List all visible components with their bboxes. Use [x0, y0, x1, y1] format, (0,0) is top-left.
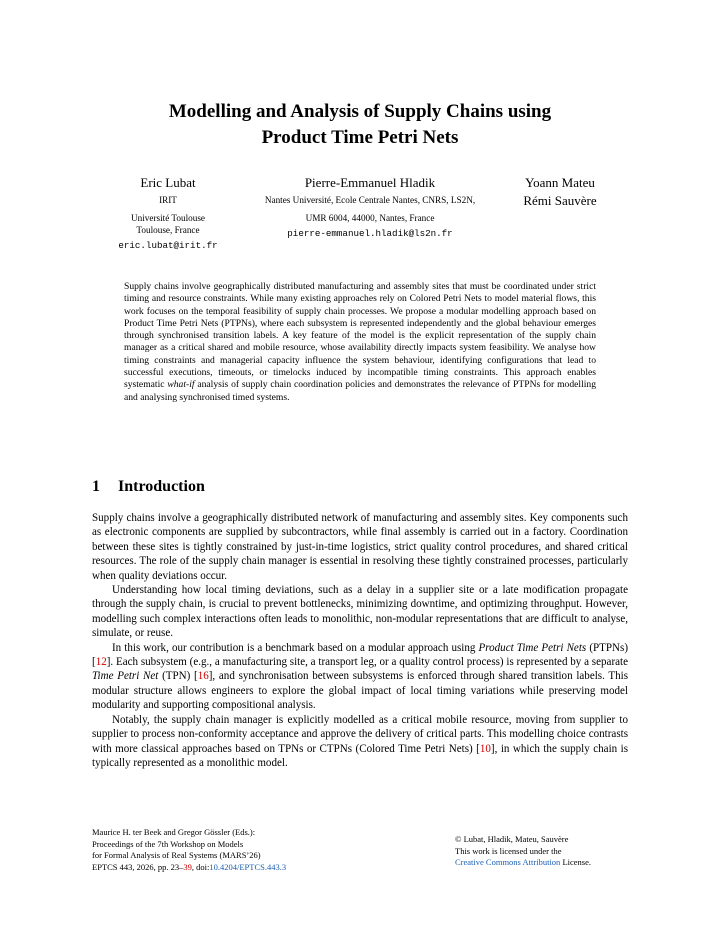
citation-link[interactable]: 12 [95, 656, 107, 669]
abstract-text: Supply chains involve geographically distributed manufacturing and assembly sites that must be coordinated under strict timing and resource constraints. While many existing approaches rely on Colored Petri Nets to model material flows, this work focuses on the temporal feasibility of supply chain processes. We propose a modular modelling approach based on Product Time Petri Nets (PTPNs), where each subsystem is represented independently and the global behaviour emerges through synchronised transition labels. A key feature of the model is the explicit representation of the supply chain manager as a critical shared and mobile resource, whose availability directly impacts system feasibility. We analyse how timing constraints and managerial capacity influence the system behaviour, identifying configurations that lead to successful executions, timeouts, or timelocks induced by incompatible timing constraints. This approach enables systematic [124, 281, 596, 391]
section-heading [92, 478, 205, 496]
footer-text: , doi: [191, 861, 210, 872]
introduction-body [92, 511, 628, 770]
doi-link[interactable]: 10.4204/EPTCS.443.3 [209, 861, 287, 872]
author-email[interactable]: pierre-emmanuel.hladik@ls2n.fr [287, 228, 453, 239]
paragraph-text: ]. Each subsystem (e.g., a manufacturing site, a transport leg, or a quality control process) is represented by a separate [106, 656, 628, 669]
paragraph: Understanding how local timing deviations, such as a delay in a supplier site or a late modification propagate through the supply chain, is crucial to prevent bottlenecks, minimizing downtime, and optimizing throughput. However, modelling such complex interactions often leads to monolithic, non-modular representations that are difficult to analyse, simulate, or reuse. [92, 584, 628, 640]
author-affiliation: IRIT [159, 195, 177, 205]
emphasis-text: Product Time Petri Nets [478, 641, 587, 654]
license-text: License. [560, 857, 591, 868]
footer-line [92, 862, 392, 874]
author-affiliation: Université Toulouse [131, 212, 205, 223]
license-line: This work is licensed under the [455, 845, 562, 856]
section-title: Introduction [118, 478, 205, 495]
abstract-text: analysis of supply chain coordination policies and demonstrates the relevance of PTPNs for modelling and analysing synchronised timed systems. [124, 379, 596, 403]
paper-title [0, 99, 720, 151]
license-line [455, 857, 635, 869]
paragraph-text: Notably, the supply chain manager is explicitly modelled as a critical mobile resource, moving from supplier to supplier to process non-conformity acceptance and approve the delivery of critical parts. This modelling choice contrasts with more classical approaches based on TPNs or CTPNs (Colored Time Petri Nets) [ [92, 713, 628, 755]
license-link[interactable]: Creative Commons Attribution [455, 857, 561, 868]
footer-line: Proceedings of the 7th Workshop on Models [92, 838, 244, 849]
author-name: Pierre-Emmanuel Hladik [304, 175, 436, 190]
author-block-mateu-sauvere [505, 174, 615, 210]
citation-link[interactable]: 16 [197, 670, 209, 683]
author-affiliation: Nantes Université, Ecole Centrale Nantes, CNRS, LS2N, [264, 195, 476, 205]
paragraph [92, 713, 628, 771]
citation-link[interactable]: 10 [479, 742, 491, 755]
section-number: 1 [92, 478, 100, 495]
author-block-lubat [110, 174, 226, 253]
abstract-emphasis: what-if [167, 379, 195, 391]
paragraph-text: ], in which the supply chain is typically represented as a monolithic model. [92, 742, 628, 769]
paragraph-text: (TPN) [ [158, 670, 198, 683]
emphasis-text: Time Petri Net [92, 670, 159, 683]
author-block-hladik [238, 174, 502, 241]
proceedings-footer [92, 827, 392, 873]
author-name: Eric Lubat [140, 175, 196, 190]
paper-title-line-1: Modelling and Analysis of Supply Chains using [168, 101, 552, 122]
author-name: Rémi Sauvère [523, 193, 597, 208]
footer-text: EPTCS 443, 2026, pp. 23– [92, 861, 184, 872]
paragraph [92, 641, 628, 713]
author-email[interactable]: eric.lubat@irit.fr [118, 239, 218, 251]
page-link[interactable]: 39 [183, 861, 192, 872]
paper-title-line-2: Product Time Petri Nets [261, 127, 459, 148]
author-affiliation: UMR 6004, 44000, Nantes, France [305, 212, 435, 223]
footer-line: for Formal Analysis of Real Systems (MARS’26) [92, 850, 261, 861]
paragraph-text: ], and synchronisation between subsystems is enforced through shared transition labels. This modular structure allows engineers to explore the global impact of local timing variations while preserving model modularity and supporting compositional analysis. [92, 670, 629, 712]
abstract [124, 281, 596, 404]
license-footer [455, 834, 635, 869]
paragraph-text: (PTPNs) [ [92, 641, 628, 669]
paragraph: Supply chains involve a geographically distributed network of manufacturing and assembly sites. Key components such as electronic components are supplied by subcontractors, while final assembly is carried out in a factory. Coordination between these sites is tightly constrained by just-in-time logistics, strict quality control procedures, and shared critical resources. The role of the supply chain manager is essential in resolving these tightly constrained processes, particularly when quality deviations occur. [92, 512, 628, 582]
paragraph-text: In this work, our contribution is a benchmark based on a modular approach using [112, 641, 479, 654]
author-name: Yoann Mateu [525, 175, 595, 190]
footer-line: Maurice H. ter Beek and Gregor Gössler (Eds.): [92, 827, 256, 837]
copyright-line: © Lubat, Hladik, Mateu, Sauvère [455, 834, 569, 844]
author-affiliation: Toulouse, France [136, 225, 200, 235]
